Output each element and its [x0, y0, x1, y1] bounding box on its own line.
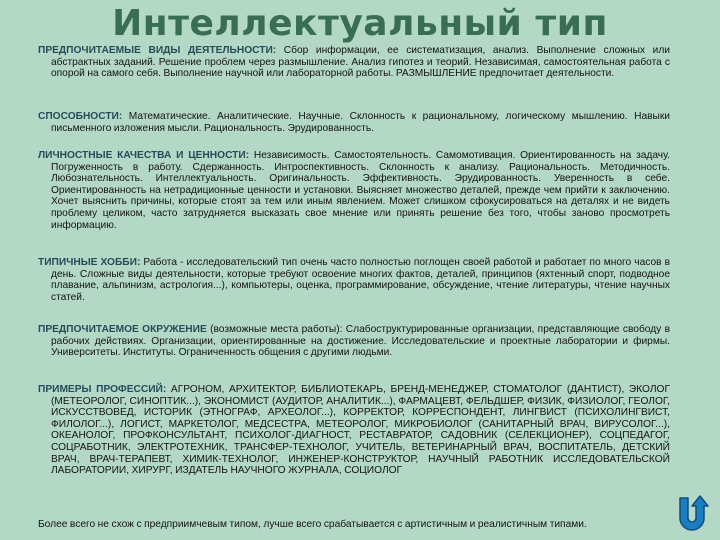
section-text: Математические. Аналитические. Научные. Склонность к рациональному, логическому мышлению. Навыки письменного изложения мысли. Рациональность. Эрудированность. — [51, 111, 670, 134]
section-hobbies — [38, 257, 670, 303]
section-heading: ПРЕДПОЧИТАЕМОЕ ОКРУЖЕНИЕ — [38, 324, 207, 335]
section-preferred-activities — [38, 45, 670, 80]
section-text: АГРОНОМ, АРХИТЕКТОР, БИБЛИОТЕКАРЬ, БРЕНД-МЕНЕДЖЕР, СТОМАТОЛОГ (ДАНТИСТ), ЭКОЛОГ (МЕТЕОРОЛОГ, СИНОПТИК...), ЭКОНОМИСТ (АУДИТОР, АНАЛИТИК...), ФАРМАЦЕВТ, ФЕЛЬДШЕР, ФИЗИК, ФИЗИОЛОГ, ГЕОЛОГ, ИСКУССТВОВЕД, ИСТОРИК (ЭТНОГРАФ, АРХЕОЛОГ...), КОРРЕКТОР, КОРРЕСПОНДЕНТ, ЛИНГВИСТ (ПСИХОЛИНГВИСТ, ФИЛОЛОГ...), ЛОГИСТ, МАРКЕТОЛОГ, МЕДСЕСТРА, МЕТЕОРОЛОГ, МИКРОБИОЛОГ (САНИТАРНЫЙ ВРАЧ, ВИРУСОЛОГ...), ОКЕАНОЛОГ, ПРОФКОНСУЛЬТАНТ, ПСИХОЛОГ-ДИАГНОСТ, РЕСТАВРАТОР, САДОВНИК (СЕЛЕКЦИОНЕР), СОЦПЕДАГОГ, СОЦРАБОТНИК, ЭЛЕКТРОТЕХНИК, ТРАНСФЕР-ТЕХНОЛОГ, УЧИТЕЛЬ, ВЕТЕРИНАРНЫЙ ВРАЧ, ВОСПИТАТЕЛЬ, ДЕТСКИЙ ВРАЧ, ВРАЧ-ТЕРАПЕВТ, ХИМИК-ТЕХНОЛОГ, ИНЖЕНЕР-КОНСТРУКТОР, НАУЧНЫЙ РАБОТНИК ИССЛЕДОВАТЕЛЬСКОЙ ЛАБОРАТОРИИ, ХИРУРГ, ИЗДАТЕЛЬ НАУЧНОГО ЖУРНАЛА, СОЦИОЛОГ — [51, 384, 670, 477]
section-personal-qualities — [38, 150, 670, 231]
return-arrow-icon — [672, 494, 712, 534]
section-text: (возможные места работы): Слабоструктурированные организации, представляющие свободу в рабочих действиях. Организации, ориентированные на достижение. Исследовательские и проектные лаборатории и фирмы. Университеты. Институты. Ограниченность общения с другими людьми. — [51, 324, 671, 359]
section-environment — [38, 324, 670, 359]
section-summary — [38, 519, 670, 531]
section-professions — [38, 384, 670, 477]
section-heading: ТИПИЧНЫЕ ХОББИ: — [38, 257, 141, 268]
page-title: Интеллектуальный тип — [112, 3, 608, 44]
section-abilities — [38, 111, 670, 134]
section-text: Сбор информации, ее систематизация, анализ. Выполнение сложных или абстрактных заданий. Решение проблем через размышление. Анализ гипотез и теорий. Независимая, самостоятельная работа с опорой на самого себя. Выполнение научной или лабораторной работы. РАЗМЫШЛЕНИЕ предпочитает деятельности. — [51, 45, 670, 80]
section-text: Работа - исследовательский тип очень часто полностью поглощен своей работой и работает по много часов в день. Сложные виды деятельности, которые требуют освоение многих фактов, деталей, принципов (яхтенный спорт, подводное плавание, альпинизм, астрология...), компьютеры, оценка, программирование, обсуждение, чтение литературы, чтение научных статей. — [51, 257, 670, 303]
section-text: Более всего не схож с предприимчевым типом, лучше всего срабатывается с артистичным и реалистичным типами. — [38, 519, 587, 530]
section-heading: ЛИЧНОСТНЫЕ КАЧЕСТВА И ЦЕННОСТИ: — [38, 150, 250, 161]
section-heading: СПОСОБНОСТИ: — [38, 111, 123, 122]
section-text: Независимость. Самостоятельность. Самомотивация. Ориентированность на задачу. Погруженность в работу. Сдержанность. Интроспективность. Склонность к анализу. Рациональность. Методичность. Любознательность. Интеллектуальность. Оригинальность. Эффективность. Эрудированность. Уверенность в себе. Ориентированность на нетрадиционные ценности и установки. Выясняет множество деталей, прежде чем прийти к заключению. Хочет выяснить причины, которые стоят за тем или иным явлением. Может слишком сфокусироваться на деталях и не видеть проблему целиком, часто затрудняется высказать свое мнение или принять решение без того, чтобы заново просмотреть информацию. — [51, 150, 671, 231]
back-button[interactable] — [672, 494, 712, 534]
section-heading: ПРИМЕРЫ ПРОФЕССИЙ: — [38, 384, 167, 395]
section-heading: ПРЕДПОЧИТАЕМЫЕ ВИДЫ ДЕЯТЕЛЬНОСТИ: — [38, 45, 277, 56]
